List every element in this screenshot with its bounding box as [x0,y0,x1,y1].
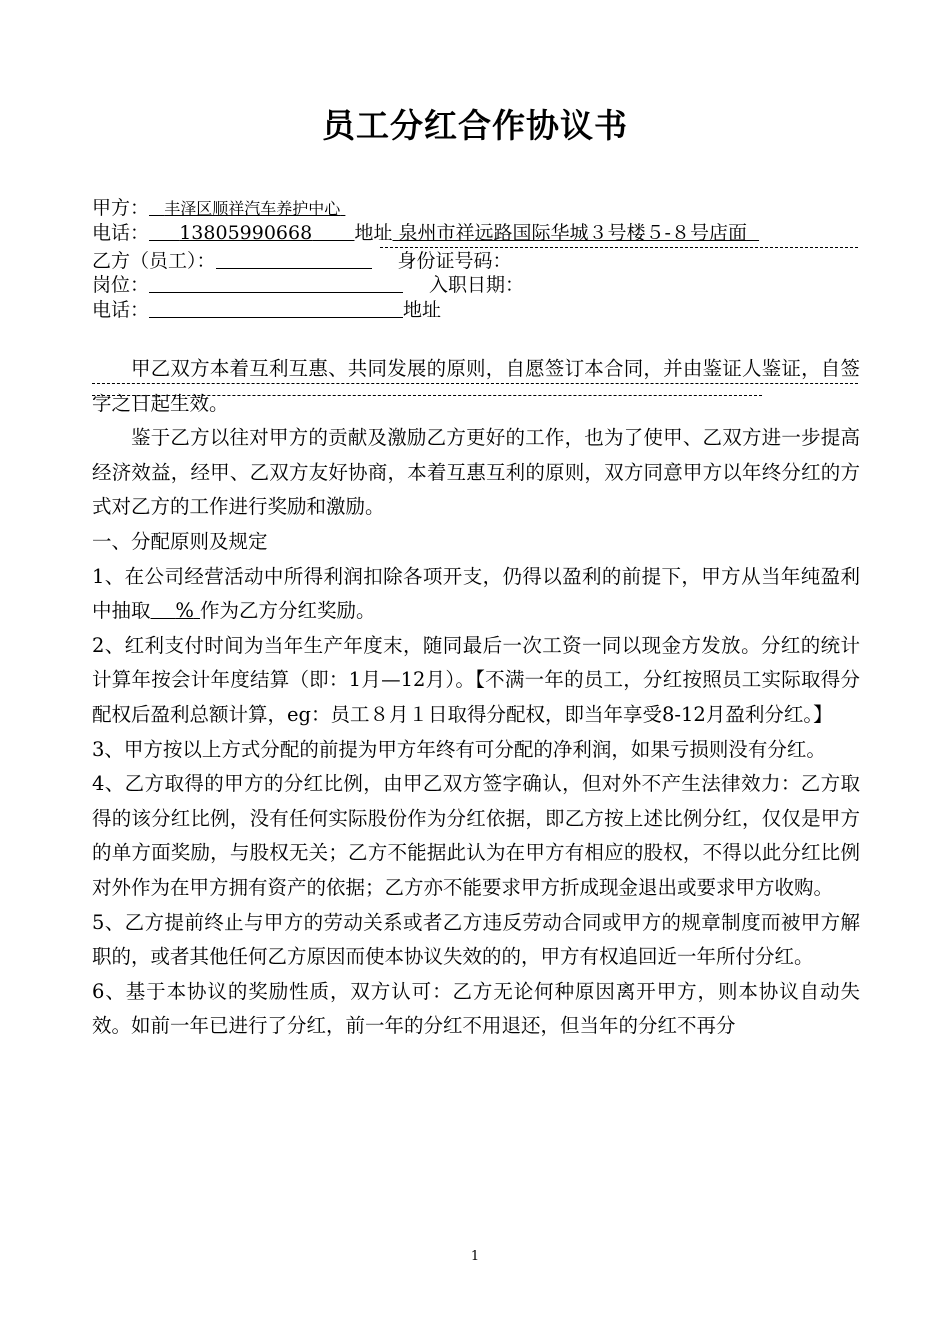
phone-a-value: 13805990668 [179,222,313,244]
clause-6: 6、基于本协议的奖励性质，双方认可：乙方无论何种原因离开甲方，则本协议自动失效。如前一年已进行了分红，前一年的分红不用退还，但当年的分红不再分 [92,979,860,1038]
clause-3: 3、甲方按以上方式分配的前提为甲方年终有可分配的净利润，如果亏损则没有分红。 [92,737,826,761]
post-line [92,273,524,297]
party-a-value: 丰泽区顺祥汽车养护中心 [164,199,341,218]
party-b-label: 乙方（员工）： [92,250,216,272]
address-a-value: 泉州市祥远路国际华城３号楼５-８号店面 [398,222,747,244]
intro-paragraph-2: 鉴于乙方以往对甲方的贡献及激励乙方更好的工作，也为了使甲、乙双方进一步提高经济效益，经甲、乙双方友好协商，本着互惠互利的原则，双方同意甲方以年终分红的方式对乙方的工作进行奖励和激励。 [92,426,860,519]
party-a-label: 甲方： [92,197,150,219]
agreement-body [92,352,860,1044]
address-dashed-underline [380,247,858,248]
clause-1: 1、在公司经营活动中所得利润扣除各项开支，仍得以盈利的前提下，甲方从当年纯盈利中抽取 % 作为乙方分红奖励。 [92,564,860,623]
intro-dashed-underline-2 [92,395,762,396]
phone-a-line [92,221,759,245]
clause-4: 4、乙方取得的甲方的分红比例，由甲乙双方签字确认，但对外不产生法律效力：乙方取得的该分红比例，没有任何实际股份作为分红依据，即乙方按上述比例分红，仅仅是甲方的单方面奖励，与股权无关；乙方不能据此认为在甲方有相应的股权，不得以此分红比例对外作为在甲方拥有资产的依据；乙方亦不能要求甲方折成现金退出或要求甲方收购。 [92,772,860,899]
post-blank [149,274,403,293]
percentage-blank: % [175,599,194,623]
clause-5: 5、乙方提前终止与甲方的劳动关系或者乙方违反劳动合同或甲方的规章制度而被甲方解职的，或者其他任何乙方原因而使本协议失效的的，甲方有权追回近一年所付分红。 [92,910,860,969]
phone-b-blank [149,299,403,318]
id-number-label: 身份证号码： [397,250,512,272]
address-b-label: 地址 [403,299,442,321]
intro-paragraph-1: 甲乙双方本着互利互惠、共同发展的原则，自愿签订本合同，并由鉴证人鉴证，自签字之日起生效。 [92,357,860,415]
post-label: 岗位： [92,274,150,296]
hire-date-label: 入职日期： [429,274,525,296]
section-heading-1: 一、分配原则及规定 [92,529,268,553]
page-number: 1 [470,1249,480,1264]
phone-a-label: 电话： [92,222,150,244]
party-a-line [92,196,345,221]
clause-2: 2、红利支付时间为当年生产年度末，随同最后一次工资一同以现金方发放。分红的统计计算年按会计年度结算（即：1月—12月）。【不满一年的员工，分红按照员工实际取得分配权后盈利总额计算，eg：员工８月１日取得分配权，即当年享受8-12月盈利分红。】 [92,633,860,726]
address-a-label: 地址 [354,222,393,244]
phone-b-line [92,298,441,322]
party-b-blank [216,250,372,269]
party-b-line [92,249,512,273]
document-title: 员工分红合作协议书 [322,106,628,145]
intro-dashed-underline-1 [92,383,858,384]
phone-b-label: 电话： [92,299,150,321]
